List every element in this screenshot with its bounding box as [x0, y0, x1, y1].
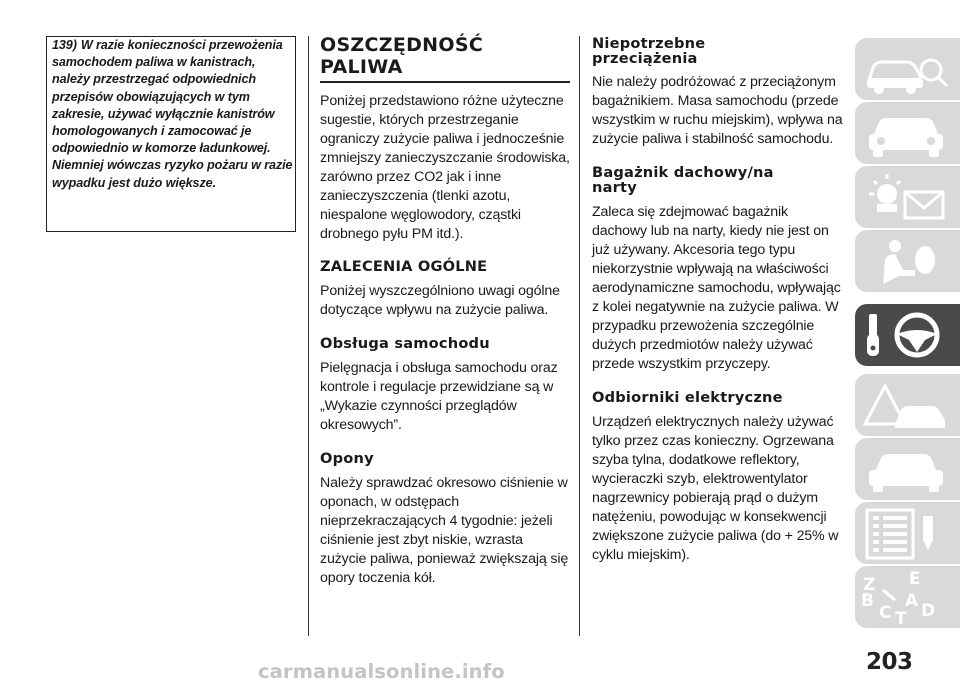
roof-rack-heading-line1: Bagażnik dachowy/na	[592, 164, 774, 181]
car-service-icon	[855, 438, 960, 500]
title-rule	[320, 81, 570, 83]
tab-in-an-emergency[interactable]	[855, 304, 960, 366]
roof-rack-heading	[592, 165, 844, 195]
page-number: 203	[866, 649, 913, 675]
watermark[interactable]: carmanualsonline.info	[258, 660, 505, 683]
tab-index[interactable]	[855, 566, 960, 628]
index-letter-c: C	[879, 603, 892, 623]
general-heading: ZALECENIA OGÓLNE	[320, 258, 488, 275]
index-letter-a: A	[905, 591, 919, 611]
warning-text: W razie konieczności przewożenia samochodem paliwa w kanistrach, należy przestrzegać odpowiednich przepisów obowiązujących w tym zakresie, używać wyłącznie kanistrów homologowanych i zamocować je odpowiednio w komorze ładunkowej. Niemniej wówczas ryzyko pożaru w razie wypadku jest dużo większe.	[52, 38, 293, 190]
warning-note	[52, 37, 296, 192]
roof-rack-paragraph: Zaleca się zdejmować bagażnik dachowy lub na narty, kiedy nie jest on już używany. Akcesoria tego typu niekorzystnie wpływają na właściwości aerodynamiczne samochodu, wpływając z kolei negatywnie na zużycie paliwa. W przypadku przewożenia szczególnie dużych przedmiotów należy używać przede wszystkim przyczepy.	[592, 204, 841, 372]
section-title	[320, 36, 570, 77]
loads-heading	[592, 36, 844, 66]
warning-triangle-car-icon	[855, 374, 960, 436]
section-title-line2: PALIWA	[320, 56, 403, 78]
electrical-heading: Odbiorniki elektryczne	[592, 389, 783, 406]
loads-heading-line1: Niepotrzebne	[592, 35, 706, 52]
tab-maintenance[interactable]	[855, 374, 960, 436]
tab-multimedia[interactable]	[855, 502, 960, 564]
general-paragraph: Poniżej wyszczególniono uwagi ogólne dotyczące wpływu na zużycie paliwa.	[320, 283, 560, 318]
alphabetical-index-icon	[855, 566, 960, 628]
loads-paragraph: Nie należy podróżować z przeciążonym bagażnikiem. Masa samochodu (przede wszystkim w ruchu miejskim), wpływa na zużycie paliwa i stabilność samochodu.	[592, 74, 843, 147]
key-steering-wheel-icon	[855, 304, 960, 366]
tyres-heading: Opony	[320, 450, 374, 467]
index-letter-d: D	[921, 601, 936, 621]
column-divider-left	[308, 36, 309, 636]
section-title-line1: OSZCZĘDNOŚĆ	[320, 34, 484, 56]
tab-warning-lights[interactable]	[855, 166, 960, 228]
maintenance-paragraph: Pielęgnacja i obsługa samochodu oraz kontrole i regulacje przewidziane są w „Wykazie czynności przeglądów okresowych”.	[320, 360, 558, 433]
car-search-icon	[855, 38, 960, 100]
technical-data-icon	[855, 502, 960, 564]
column-right	[592, 36, 844, 565]
loads-heading-line2: przeciążenia	[592, 50, 698, 67]
tab-knowing-the-car[interactable]	[855, 38, 960, 100]
maintenance-heading: Obsługa samochodu	[320, 335, 490, 352]
roof-rack-heading-line2: narty	[592, 179, 637, 196]
tab-safety[interactable]	[855, 102, 960, 164]
index-letter-t: T	[895, 609, 907, 628]
car-front-icon	[855, 102, 960, 164]
tyres-paragraph: Należy sprawdzać okresowo ciśnienie w oponach, w odstępach nieprzekraczających 4 tygodnie: jeżeli ciśnienie jest zbyt niskie, wzrasta zużycie paliwa, ponieważ zwiększają się opory toczenia kół.	[320, 475, 569, 586]
index-letter-z: Z	[863, 575, 876, 595]
electrical-paragraph: Urządzeń elektrycznych należy używać tylko przez czas konieczny. Ogrzewana szyba tylna, dodatkowe reflektory, wycieraczki szyb, elektrowentylator nagrzewnicy pobierają prąd o dużym natężeniu, powodując w konsekwencji zwiększone zużycie paliwa (do + 25% w cyklu miejskim).	[592, 414, 839, 563]
column-middle	[320, 36, 570, 588]
airbag-passenger-icon	[855, 230, 960, 292]
intro-paragraph: Poniżej przedstawiono różne użyteczne sugestie, których przestrzeganie ograniczy zużycie paliwa i jednocześnie zmniejszy zanieczyszczanie środowiska, zarówno przez CO2 jak i inne zanieczyszczenia (tlenki azotu, niespalone węglowodory, cząstki drobnego pyłu PM itd.).	[320, 93, 570, 242]
warning-light-envelope-icon	[855, 166, 960, 228]
tab-starting-driving[interactable]	[855, 230, 960, 292]
index-letter-e: E	[909, 569, 921, 589]
index-letter-b: B	[861, 591, 874, 611]
tab-technical-data[interactable]	[855, 438, 960, 500]
warning-number: 139)	[52, 38, 77, 52]
column-divider-right	[579, 36, 580, 636]
